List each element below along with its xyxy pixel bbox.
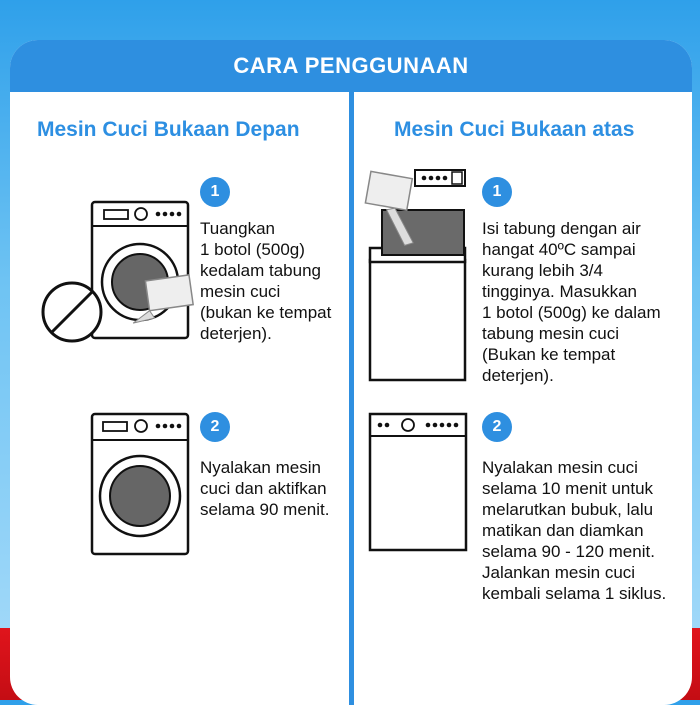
front-load-washer-icon xyxy=(88,410,192,560)
top-load-washer-icon xyxy=(360,160,470,385)
top-load-washer-icon xyxy=(366,410,470,555)
step-badge: 2 xyxy=(482,412,512,442)
instructions-card xyxy=(10,40,692,705)
front-load-washer-icon xyxy=(30,190,200,345)
step-badge: 1 xyxy=(200,177,230,207)
card-header xyxy=(10,40,692,92)
step-badge: 1 xyxy=(482,177,512,207)
front-load-title: Mesin Cuci Bukaan Depan xyxy=(37,118,300,141)
front-load-step-1-text: Tuangkan 1 botol (500g) kedalam tabung mesin cuci (bukan ke tempat deterjen). xyxy=(200,219,332,343)
step-badge: 2 xyxy=(200,412,230,442)
front-load-step-2-text: Nyalakan mesin cuci dan aktifkan selama 90 menit. xyxy=(200,458,330,519)
top-load-step-2-text: Nyalakan mesin cuci selama 10 menit untuk melarutkan bubuk, lalu matikan dan diamkan selama 90 - 120 menit. Jalankan mesin cuci kembali selama 1 siklus. xyxy=(482,458,667,603)
top-load-step-1-text: Isi tabung dengan air hangat 40ºC sampai kurang lebih 3/4 tingginya. Masukkan 1 botol (500g) ke dalam tabung mesin cuci (Bukan ke tempat deterjen). xyxy=(482,219,661,385)
no-sign-icon xyxy=(43,283,101,341)
top-load-title: Mesin Cuci Bukaan atas xyxy=(394,118,635,141)
column-divider xyxy=(349,92,354,705)
page-title: CARA PENGGUNAAN xyxy=(233,53,469,78)
